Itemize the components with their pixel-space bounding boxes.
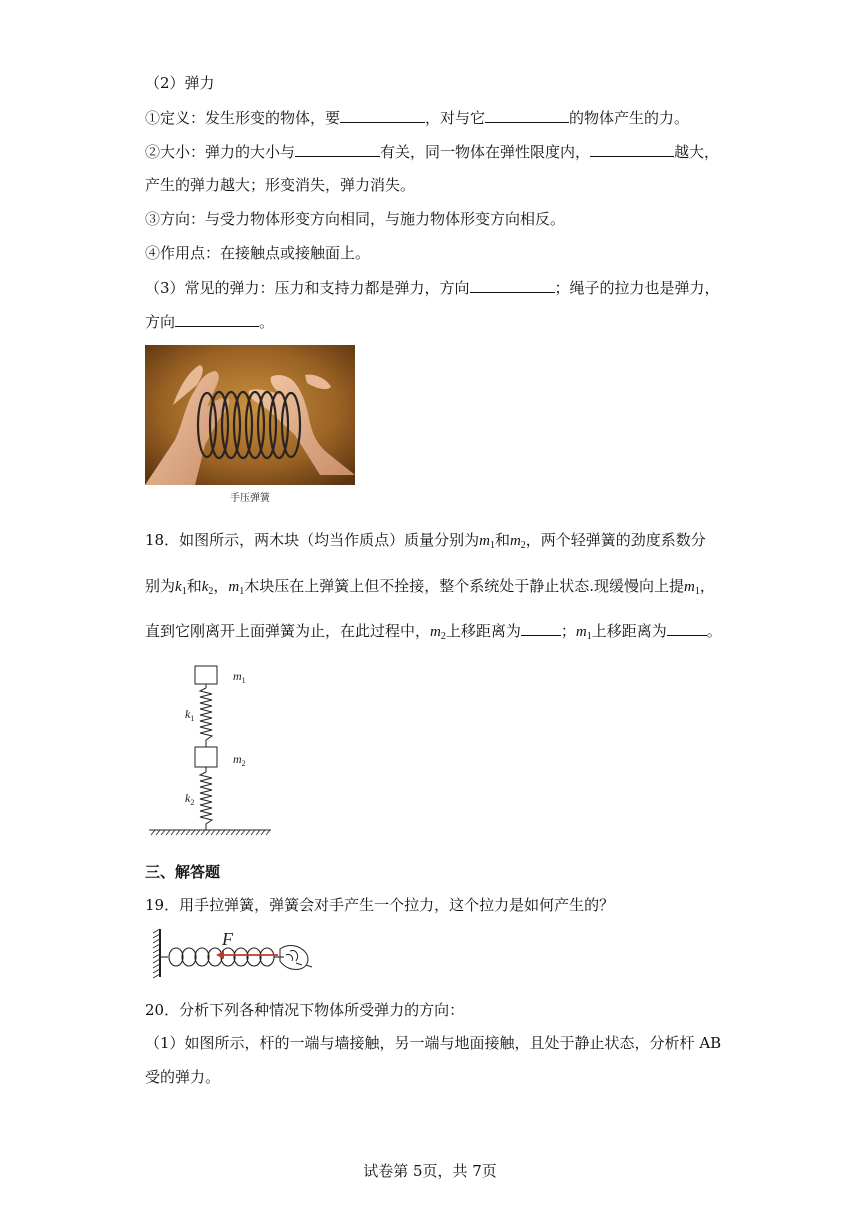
ground-hatch bbox=[151, 830, 270, 835]
block-m2 bbox=[195, 747, 217, 767]
text: 。 bbox=[259, 313, 275, 331]
text: ， bbox=[699, 577, 715, 595]
spring-blocks-figure bbox=[145, 660, 280, 840]
photo-caption: 手压弹簧 bbox=[230, 493, 270, 504]
var-m1: $m_1$ bbox=[684, 579, 700, 597]
section-heading-elastic-force: （2）弹力 bbox=[145, 74, 215, 92]
text: ，对与它 bbox=[425, 109, 486, 127]
force-arrow-head bbox=[216, 951, 224, 959]
text: 和 bbox=[186, 577, 202, 595]
var-m2: $m_2$ bbox=[430, 624, 446, 642]
q18-line-1 bbox=[145, 530, 706, 556]
q20-part1-line-2: 受的弹力。 bbox=[145, 1068, 221, 1086]
text: ；绳子的拉力也是弹力， bbox=[554, 279, 720, 297]
text: ②大小：弹力的大小与 bbox=[145, 143, 296, 161]
spring-k1 bbox=[200, 684, 212, 747]
text: 方向 bbox=[145, 313, 176, 331]
definition-line bbox=[145, 107, 689, 128]
q18-line-3 bbox=[145, 620, 722, 647]
answer-blank[interactable] bbox=[590, 141, 674, 157]
magnitude-line bbox=[145, 141, 719, 162]
q20-part1-line-1: （1）如图所示，杆的一端与墙接触，另一端与地面接触，且处于静止状态，分析杆 AB bbox=[145, 1034, 722, 1052]
block-m1 bbox=[195, 666, 217, 684]
page-footer: 试卷第 5页，共 7页 bbox=[363, 1162, 497, 1180]
text: ， bbox=[213, 577, 229, 595]
section-heading-answers: 三、解答题 bbox=[145, 863, 221, 881]
var-k1: $k_1$ bbox=[175, 579, 187, 597]
direction-line: ③方向：与受力物体形变方向相同，与施力物体形变方向相反。 bbox=[145, 210, 566, 228]
label-k2: $k_2$ bbox=[185, 791, 195, 807]
var-m2: $m_2$ bbox=[509, 533, 526, 551]
magnitude-line-2: 产生的弹力越大；形变消失，弹力消失。 bbox=[145, 176, 416, 194]
common-forces-line-2 bbox=[145, 311, 274, 332]
label-m1: $m_1$ bbox=[233, 669, 246, 685]
text: 木块压在上弹簧上但不拴接，整个系统处于静止状态.现缓慢向上提 bbox=[244, 577, 685, 595]
text: 直到它刚离开上面弹簧为止，在此过程中， bbox=[145, 622, 431, 640]
text: （3）常见的弹力：压力和支持力都是弹力，方向 bbox=[145, 279, 470, 297]
answer-blank[interactable] bbox=[667, 620, 707, 636]
text: ； bbox=[560, 622, 576, 640]
spring-k2 bbox=[200, 767, 212, 830]
answer-blank[interactable] bbox=[485, 107, 569, 123]
text: 。 bbox=[706, 622, 722, 640]
text: 的物体产生的力。 bbox=[569, 109, 690, 127]
var-m1: $m_1$ bbox=[228, 579, 245, 597]
q20-intro: 20．分析下列各种情况下物体所受弹力的方向： bbox=[145, 1001, 465, 1019]
var-k2: $k_2$ bbox=[201, 579, 214, 597]
text: 上移距离为 bbox=[591, 622, 667, 640]
wall-hatch bbox=[153, 929, 160, 978]
answer-blank[interactable] bbox=[175, 311, 259, 327]
common-forces-line bbox=[145, 277, 720, 298]
hand-icon bbox=[280, 946, 312, 970]
text: 18．如图所示，两木块（均当作质点）质量分别为 bbox=[145, 531, 480, 549]
q18-line-2 bbox=[145, 576, 715, 602]
text: 越大， bbox=[674, 143, 720, 161]
answer-blank[interactable] bbox=[470, 277, 555, 293]
text: 有关，同一物体在弹性限度内， bbox=[380, 143, 591, 161]
label-k1: $k_1$ bbox=[185, 707, 195, 723]
answer-blank[interactable] bbox=[521, 620, 561, 636]
text: ①定义：发生形变的物体，要 bbox=[145, 109, 341, 127]
text: 上移距离为 bbox=[445, 622, 521, 640]
text: 和 bbox=[494, 531, 510, 549]
text: ，两个轻弹簧的劲度系数分 bbox=[525, 531, 706, 549]
answer-blank[interactable] bbox=[295, 141, 380, 157]
action-point-line: ④作用点：在接触点或接触面上。 bbox=[145, 244, 371, 262]
var-m1: $m_1$ bbox=[479, 533, 495, 551]
hand-pull-spring-figure bbox=[150, 925, 320, 980]
force-label: F bbox=[222, 929, 233, 949]
answer-blank[interactable] bbox=[340, 107, 425, 123]
hands-spring-photo bbox=[145, 345, 355, 485]
q19-text: 19．用手拉弹簧，弹簧会对手产生一个拉力，这个拉力是如何产生的？ bbox=[145, 896, 615, 914]
text: 别为 bbox=[145, 577, 176, 595]
label-m2: $m_2$ bbox=[233, 752, 246, 768]
var-m1: $m_1$ bbox=[575, 624, 592, 642]
